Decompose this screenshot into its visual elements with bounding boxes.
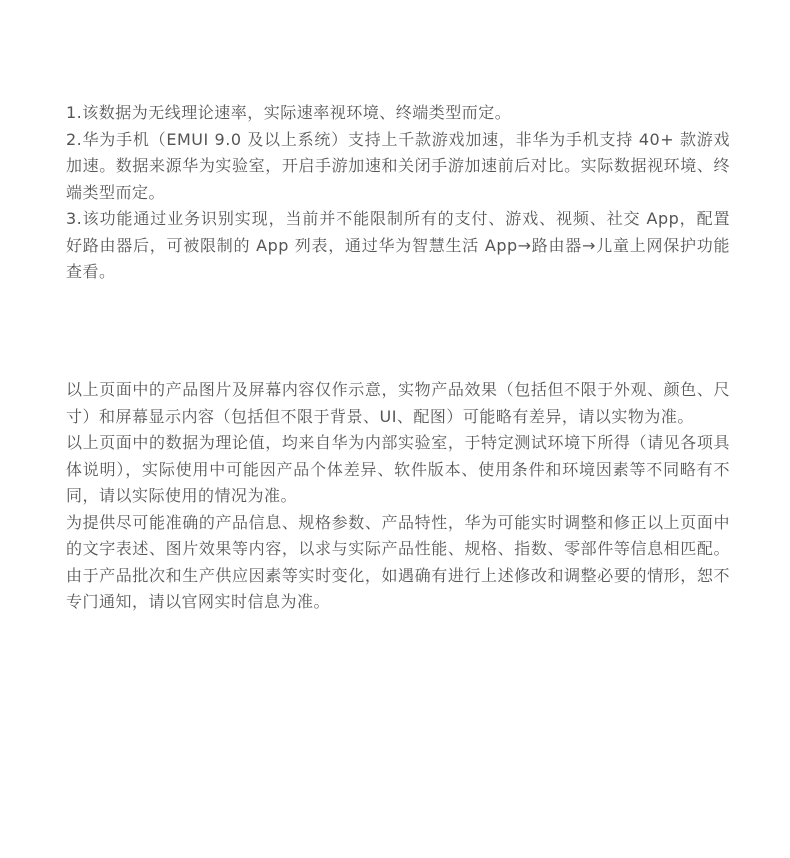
- footnotes-section: [66, 100, 730, 286]
- disclaimer-updates: 为提供尽可能准确的产品信息、规格参数、产品特性，华为可能实时调整和修正以上页面中的文字表述、图片效果等内容，以求与实际产品性能、规格、指数、零部件等信息相匹配。由于产品批次和生产供应因素等实时变化，如遇确有进行上述修改和调整必要的情形，恕不专门通知，请以官网实时信息为准。: [66, 512, 730, 611]
- footnote-1: 1.该数据为无线理论速率，实际速率视环境、终端类型而定。: [66, 103, 512, 122]
- disclaimer-data: 以上页面中的数据为理论值，均来自华为内部实验室，于特定测试环境下所得（请见各项具体说明），实际使用中可能因产品个体差异、软件版本、使用条件和环境因素等不同略有不同，请以实际使用的情况为准。: [66, 433, 730, 505]
- footnote-2: 2.华为手机（EMUI 9.0 及以上系统）支持上千款游戏加速，非华为手机支持 40+ 款游戏加速。数据来源华为实验室，开启手游加速和关闭手游加速前后对比。实际数据视环境、终端类型而定。: [66, 129, 730, 202]
- disclaimer-section: [66, 377, 730, 616]
- disclaimer-images: 以上页面中的产品图片及屏幕内容仅作示意，实物产品效果（包括但不限于外观、颜色、尺寸）和屏幕显示内容（包括但不限于背景、UI、配图）可能略有差异，请以实物为准。: [66, 380, 730, 426]
- footnote-3: 3.该功能通过业务识别实现，当前并不能限制所有的支付、游戏、视频、社交 App，配置好路由器后，可被限制的 App 列表，通过华为智慧生活 App→路由器→儿童上网保护功能查看。: [66, 209, 730, 281]
